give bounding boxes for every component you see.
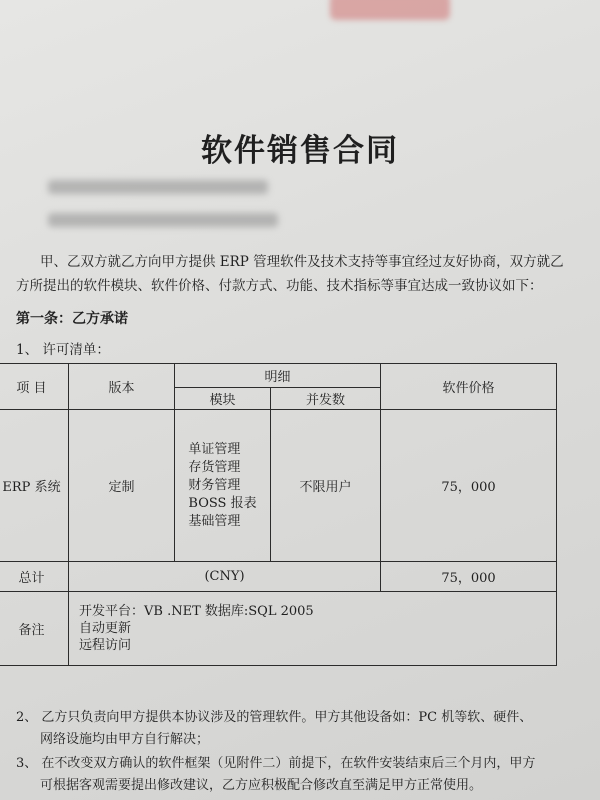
row-item: ERP 系统: [0, 410, 69, 562]
item-2-line2: 网络设施均由甲方自行解决；: [40, 732, 210, 747]
red-seal-stamp: [330, 0, 450, 20]
total-price: 75，000: [381, 562, 557, 592]
article-1-heading: 第一条：乙方承诺: [16, 311, 128, 327]
intro-paragraph-line2: 方所提出的软件模块、软件价格、付款方式、功能、技术指标等事宜达成一致协议如下：: [16, 278, 543, 294]
module-item: 存货管理: [188, 459, 241, 475]
header-price: 软件价格: [381, 364, 557, 410]
module-list: [188, 441, 256, 531]
header-module: 模块: [175, 388, 271, 410]
row-price: 75，000: [381, 410, 557, 562]
row-version: 定制: [69, 410, 175, 562]
item-3-line2: 可根据客观需要提出修改建议，乙方应积极配合修改直至满足甲方正常使用。: [40, 778, 483, 793]
header-detail: 明细: [175, 364, 381, 388]
header-version: 版本: [69, 364, 175, 410]
license-list-label: 1、 许可清单：: [16, 342, 110, 358]
total-label: 总计: [0, 562, 69, 592]
redacted-party-b: [48, 213, 278, 227]
intro-paragraph-line1: 甲、乙双方就乙方向甲方提供 ERP 管理软件及技术支持等事宜经过友好协商，双方就乙: [40, 254, 564, 270]
remarks-line: 远程访问: [79, 638, 132, 653]
header-item: 项 目: [0, 364, 69, 410]
item-2-line1: 2、 乙方只负责向甲方提供本协议涉及的管理软件。甲方其他设备如：PC 机等软、硬件、: [16, 710, 533, 725]
remarks-label: 备注: [0, 592, 69, 666]
remarks-line: 开发平台：VB .NET 数据库:SQL 2005: [79, 604, 314, 619]
license-table: [0, 363, 557, 666]
row-modules: [175, 410, 271, 562]
remarks-content: [69, 592, 557, 666]
header-concurrency: 并发数: [271, 388, 381, 410]
module-item: 基础管理: [188, 513, 241, 529]
module-item: 单证管理: [188, 441, 241, 457]
remarks-line: 自动更新: [79, 621, 132, 636]
module-item: 财务管理: [188, 477, 241, 493]
contract-title: 软件销售合同: [201, 133, 399, 169]
total-currency: (CNY): [69, 562, 381, 592]
module-item: BOSS 报表: [188, 495, 257, 511]
redacted-party-a: [48, 180, 268, 194]
row-concurrency: 不限用户: [271, 410, 381, 562]
item-3-line1: 3、 在不改变双方确认的软件框架（见附件二）前提下，在软件安装结束后三个月内，甲方: [16, 756, 536, 771]
